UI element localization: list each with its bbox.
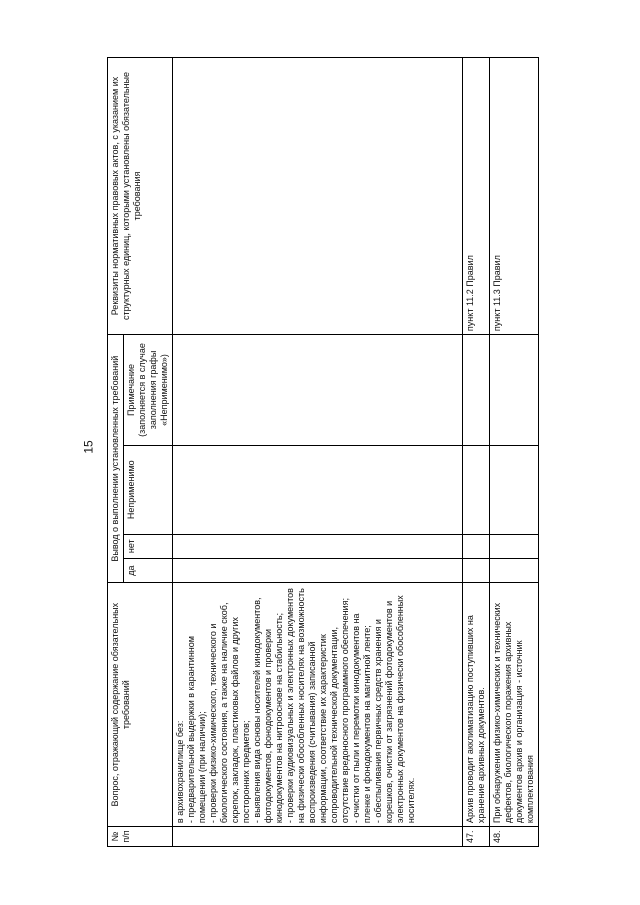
header-no: нет [124, 534, 173, 558]
page-number: 15 [81, 440, 96, 454]
row-ref: пункт 11.2 Правил [463, 58, 490, 335]
row-na [463, 445, 490, 534]
row-question: в архивохранилище без: - предварительной выдержки в карантинном помещении (при наличии); - проверки физико-химического, технического и биологического состояния, а также на наличие скоб, скрепок, закладок, пластиковых файлов и других посторонних предметов; - выявления вида основы носителей кинодокументов, фотодокументов, фонодокументов и проверки кинодокументов на нитрооснове на стабильность; - проверки аудиовизуальных и электронных документов на физически обособленных носителях на возможность воспроизведения (считывания) записанной информации, соответствие их характеристик сопроводительной технической документации, отсутствие вредоносного программного обеспечения; - очистки от пыли и перемотки кинодокументов на пленке и фонодокументов на магнитной ленте; - обеспыливания первичных средств хранения и корешков, очистки от загрязнений фотодокументов и электронных документов на физически обособленных носителях. [173, 583, 463, 827]
header-ref: Реквизиты нормативных правовых актов, с указанием их структурных единиц, которыми установлены обязательные требования [108, 58, 173, 335]
requirements-table-container [107, 57, 535, 847]
row-question: При обнаружении физико-химических и технических дефектов, биологического поражения архивных документов архив и организация - источник комплектования [490, 583, 539, 827]
row-num: 47. [463, 827, 490, 847]
row-na [490, 445, 539, 534]
row-no [490, 534, 539, 558]
header-conclusion: Вывод о выполнении установленных требований [108, 335, 124, 583]
header-note: Примечание (заполняется в случае заполнения графы «Неприменимо») [124, 335, 173, 446]
table-row [490, 58, 539, 847]
requirements-table [107, 57, 539, 847]
row-ref [173, 58, 463, 335]
row-na [173, 445, 463, 534]
table-row [173, 58, 463, 847]
row-num: 48. [490, 827, 539, 847]
row-yes [173, 558, 463, 582]
header-na: Неприменимо [124, 445, 173, 534]
header-yes: да [124, 558, 173, 582]
row-yes [490, 558, 539, 582]
header-question: Вопрос, отражающий содержание обязательных требований [108, 583, 173, 827]
row-question: Архив проводит акклиматизацию поступивших на хранение архивных документов. [463, 583, 490, 827]
table-row [463, 58, 490, 847]
row-no [173, 534, 463, 558]
row-note [173, 335, 463, 446]
row-num [173, 827, 463, 847]
row-note [463, 335, 490, 446]
row-note [490, 335, 539, 446]
header-num: № п/п [108, 827, 173, 847]
row-ref: пункт 11.3 Правил [490, 58, 539, 335]
row-no [463, 534, 490, 558]
row-yes [463, 558, 490, 582]
